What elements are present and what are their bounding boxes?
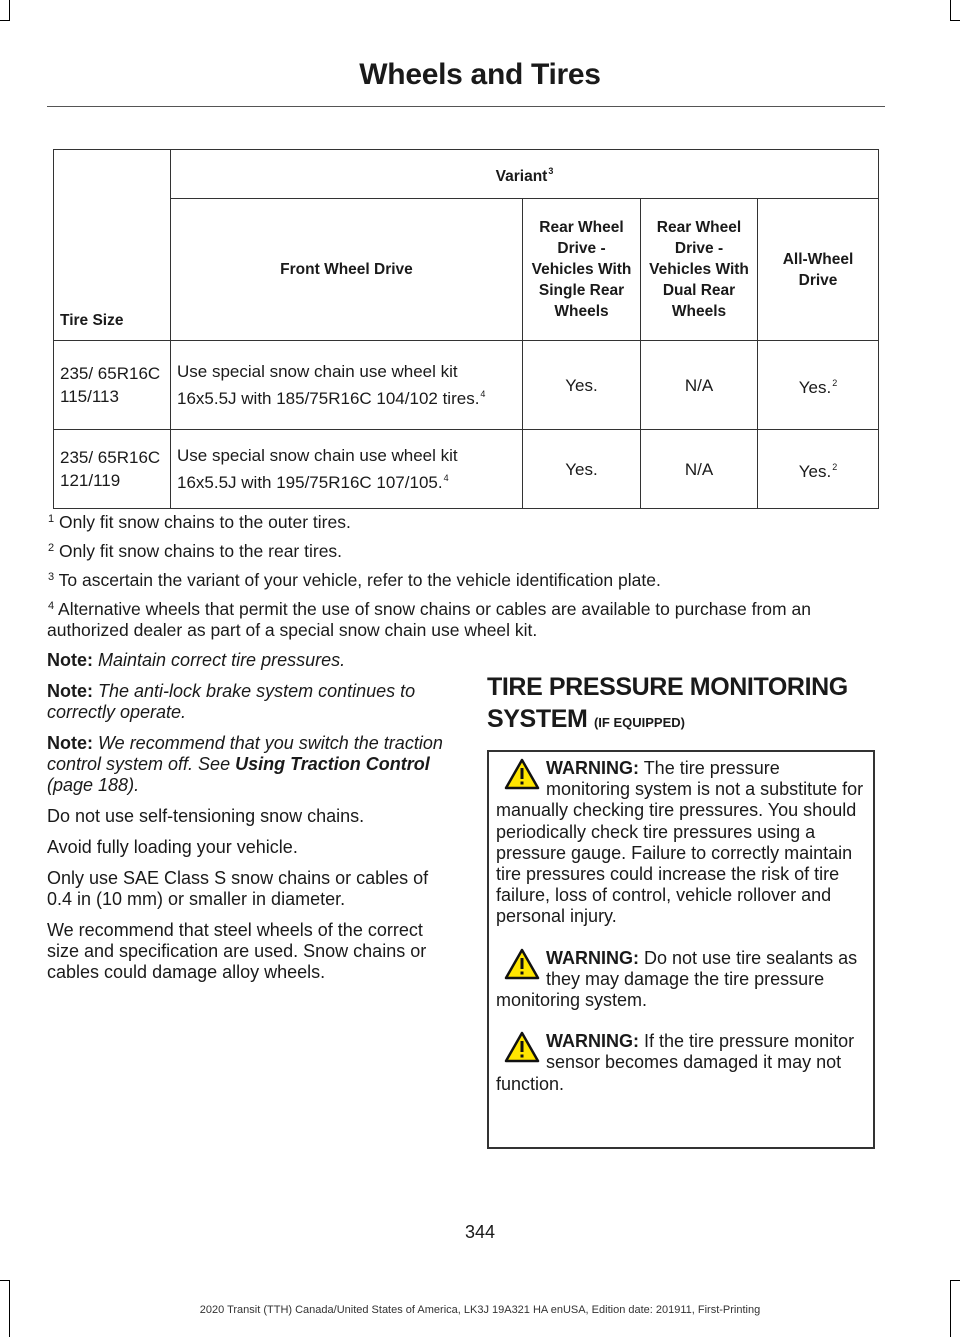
drw-cell: N/A xyxy=(641,341,758,430)
tire-size-header: Tire Size xyxy=(54,150,171,341)
using-traction-control-link[interactable]: Using Traction Control xyxy=(235,754,430,774)
footnote: $^2$ Only fit snow chains to the rear tires. xyxy=(48,541,343,561)
note: Note: The anti-lock brake system continues to correctly operate. xyxy=(47,681,416,722)
crop-mark xyxy=(950,0,951,20)
paragraph: Avoid fully loading your vehicle. xyxy=(47,837,298,857)
warning-triangle-icon xyxy=(504,1031,540,1063)
warning: WARNING: Do not use tire sealants as they may damage the tire pressure monitoring system. xyxy=(496,947,858,1011)
crop-mark xyxy=(950,1280,960,1281)
crop-mark xyxy=(9,0,10,20)
column-header-all-wheel-drive: All-Wheel Drive xyxy=(758,199,879,341)
srw-cell: Yes. xyxy=(523,430,641,509)
fwd-cell: Use special snow chain use wheel kit 16x5.5J with 195/75R16C 107/105.$^4$ xyxy=(171,430,523,509)
variant-header: Variant$^3$ xyxy=(171,150,879,199)
paragraph: We recommend that steel wheels of the correct size and specification are used. Snow chains or cables could damage alloy wheels. xyxy=(47,920,427,982)
section-heading: TIRE PRESSURE MONITORING SYSTEM (IF EQUIPPED) xyxy=(487,673,848,733)
paragraph: Only use SAE Class S snow chains or cables of 0.4 in (10 mm) or smaller in diameter. xyxy=(47,868,429,909)
tire-size-cell: 235/ 65R16C 121/119 xyxy=(54,430,171,509)
awd-cell: Yes.$^2$ xyxy=(758,430,879,509)
crop-mark xyxy=(950,20,960,21)
warning-box xyxy=(487,750,875,1149)
page-title: Wheels and Tires xyxy=(359,58,601,91)
warning-triangle-icon xyxy=(504,758,540,790)
fwd-cell: Use special snow chain use wheel kit 16x5.5J with 185/75R16C 104/102 tires.$^4$ xyxy=(171,341,523,430)
note: Note: Maintain correct tire pressures. xyxy=(47,650,346,670)
drw-cell: N/A xyxy=(641,430,758,509)
srw-cell: Yes. xyxy=(523,341,641,430)
footnote: $^3$ To ascertain the variant of your vehicle, refer to the vehicle identification plate. xyxy=(48,570,661,590)
page-number: 344 xyxy=(464,1222,496,1242)
warning: WARNING: The tire pressure monitoring system is not a substitute for manually checking tire pressures. You should periodically check tire pressures using a pressure gauge. Failure to correctly maintain tire pressures could increase the risk of tire failure, loss of control, vehicle rollover and personal injury. xyxy=(496,758,864,927)
edition-footer: 2020 Transit (TTH) Canada/United States of America, LK3J 19A321 HA enUSA, Edition date: 201911, First-Printing xyxy=(199,1304,761,1316)
snow-chain-table xyxy=(53,149,879,509)
awd-cell: Yes.$^2$ xyxy=(758,341,879,430)
table-row xyxy=(54,430,879,509)
column-header-front-wheel-drive: Front Wheel Drive xyxy=(171,199,523,341)
tire-size-cell: 235/ 65R16C 115/113 xyxy=(54,341,171,430)
left-column xyxy=(47,650,457,993)
footnote: $^1$ Only fit snow chains to the outer tires. xyxy=(48,512,351,532)
warning: WARNING: If the tire pressure monitor sensor becomes damaged it may not function. xyxy=(496,1031,855,1094)
footnotes xyxy=(47,509,887,646)
footnote: $^4$ Alternative wheels that permit the use of snow chains or cables are available to purchase from an authorized dealer as part of a special snow chain use wheel kit. xyxy=(47,599,811,640)
paragraph: Do not use self-tensioning snow chains. xyxy=(47,806,365,826)
warning-triangle-icon xyxy=(504,948,540,980)
column-header-rwd-dual-rear: Rear Wheel Drive - Vehicles With Dual Rear Wheels xyxy=(641,199,758,341)
crop-mark xyxy=(0,20,10,21)
note: Note: We recommend that you switch the traction control system off. See Using Traction Control (page 188). xyxy=(47,733,443,795)
title-divider xyxy=(47,106,885,107)
table-row xyxy=(54,341,879,430)
column-header-rwd-single-rear: Rear Wheel Drive - Vehicles With Single Rear Wheels xyxy=(523,199,641,341)
crop-mark xyxy=(0,1280,10,1281)
